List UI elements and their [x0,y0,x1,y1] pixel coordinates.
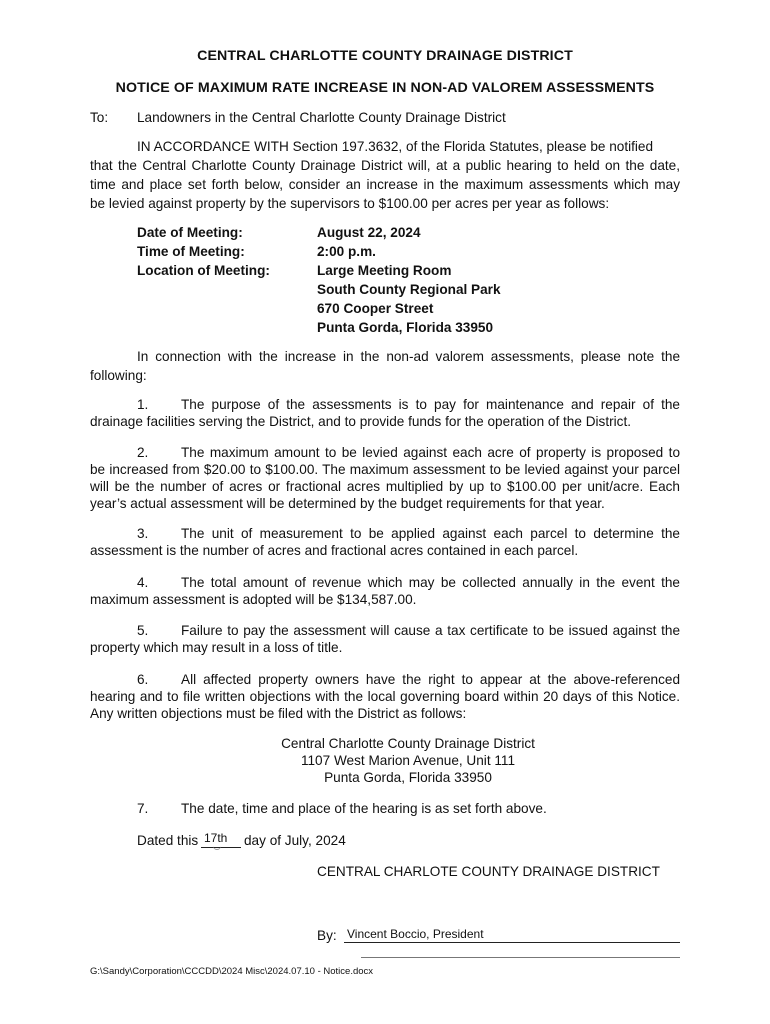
connection-line-2: following: [90,368,147,383]
item-2-line-1: The maximum amount to be levied against each acre of property is proposed to [181,445,680,460]
item-3-number: 3. [137,526,149,541]
dated-suffix: day of July, 2024 [244,833,346,848]
item-2-line-4: year’s actual assessment will be determined by the budget requirements for that year. [90,496,605,511]
item-7-line-1: The date, time and place of the hearing is as set forth above. [181,801,547,816]
location-of-meeting-label: Location of Meeting: [137,263,270,278]
location-line-4: Punta Gorda, Florida 33950 [317,320,494,335]
date-of-meeting-label: Date of Meeting: [137,225,243,240]
address-line-1: Central Charlotte County Drainage District [281,736,535,751]
item-6-number: 6. [137,672,149,687]
intro-line-1: IN ACCORDANCE WITH Section 197.3632, of the Florida Statutes, please be notified [137,139,654,154]
intro-line-3: time and place set forth below, consider an increase in the maximum assessments which may [90,177,680,192]
address-line-2: 1107 West Marion Avenue, Unit 111 [300,753,516,768]
connection-line-1: In connection with the increase in the non-ad valorem assessments, please note the [137,349,680,364]
time-of-meeting-label: Time of Meeting: [137,244,245,259]
location-line-2: South County Regional Park [317,282,501,297]
item-6-line-3: Any written objections must be filed with the District as follows: [90,706,467,721]
document-footer-path: G:\Sandy\Corporation\CCCDD\2024 Misc\2024.07.10 - Notice.docx [90,966,374,977]
date-of-meeting-value: August 22, 2024 [317,225,421,240]
day-mark-icon [213,846,221,850]
item-2-line-3: will be the number of acres or fractional acres multiplied by up to $100.00 per unit/acre. Each [90,479,680,494]
notice-title: NOTICE OF MAXIMUM RATE INCREASE IN NON-AD VALOREM ASSESSMENTS [115,80,655,96]
item-7-number: 7. [137,801,149,816]
location-line-1: Large Meeting Room [317,263,452,278]
item-4-line-1: The total amount of revenue which may be collected annually in the event the [181,575,680,590]
to-value: Landowners in the Central Charlotte County Drainage District [137,110,506,125]
item-1-line-2: drainage facilities serving the District, and to provide funds for the operation of the District. [90,414,632,429]
item-3-line-2: assessment is the number of acres and fractional acres contained in each parcel. [90,543,579,558]
item-3-line-1: The unit of measurement to be applied against each parcel to determine the [181,526,680,541]
by-label: By: [317,928,337,943]
item-6-line-1: All affected property owners have the right to appear at the above-referenced [181,672,680,687]
item-4-number: 4. [137,575,149,590]
item-1-number: 1. [137,397,149,412]
item-1-line-1: The purpose of the assessments is to pay for maintenance and repair of the [181,397,680,412]
intro-line-4: be levied against property by the supervisors to $100.00 per acres per year as follows: [90,196,610,211]
item-2-number: 2. [137,445,149,460]
item-6-line-2: hearing and to file written objections with the local governing board within 20 days of this Notice. [90,689,680,704]
item-5-line-1: Failure to pay the assessment will cause a tax certificate to be issued against the [181,623,680,638]
item-5-line-2: property which may result in a loss of title. [90,640,343,655]
dated-day-line [201,847,241,848]
signature-org: CENTRAL CHARLOTE COUNTY DRAINAGE DISTRICT [317,864,660,879]
time-of-meeting-value: 2:00 p.m. [317,244,376,259]
address-line-3: Punta Gorda, Florida 33950 [324,770,492,785]
district-title: CENTRAL CHARLOTTE COUNTY DRAINAGE DISTRICT [197,48,573,64]
location-line-3: 670 Cooper Street [317,301,434,316]
item-5-number: 5. [137,623,149,638]
item-2-line-2: be increased from $20.00 to $100.00. The maximum assessment to be levied against your parcel [90,462,680,477]
intro-line-2: that the Central Charlotte County Drainage District will, at a public hearing to held on the date, [90,158,680,173]
dated-day-value: 17th [204,831,228,845]
to-label: To: [90,110,109,125]
item-4-line-2: maximum assessment is adopted will be $134,587.00. [90,592,417,607]
signer-name: Vincent Boccio, President [347,927,484,941]
signature-line [344,942,680,943]
dated-prefix: Dated this [137,833,199,848]
second-signature-line [361,957,680,958]
